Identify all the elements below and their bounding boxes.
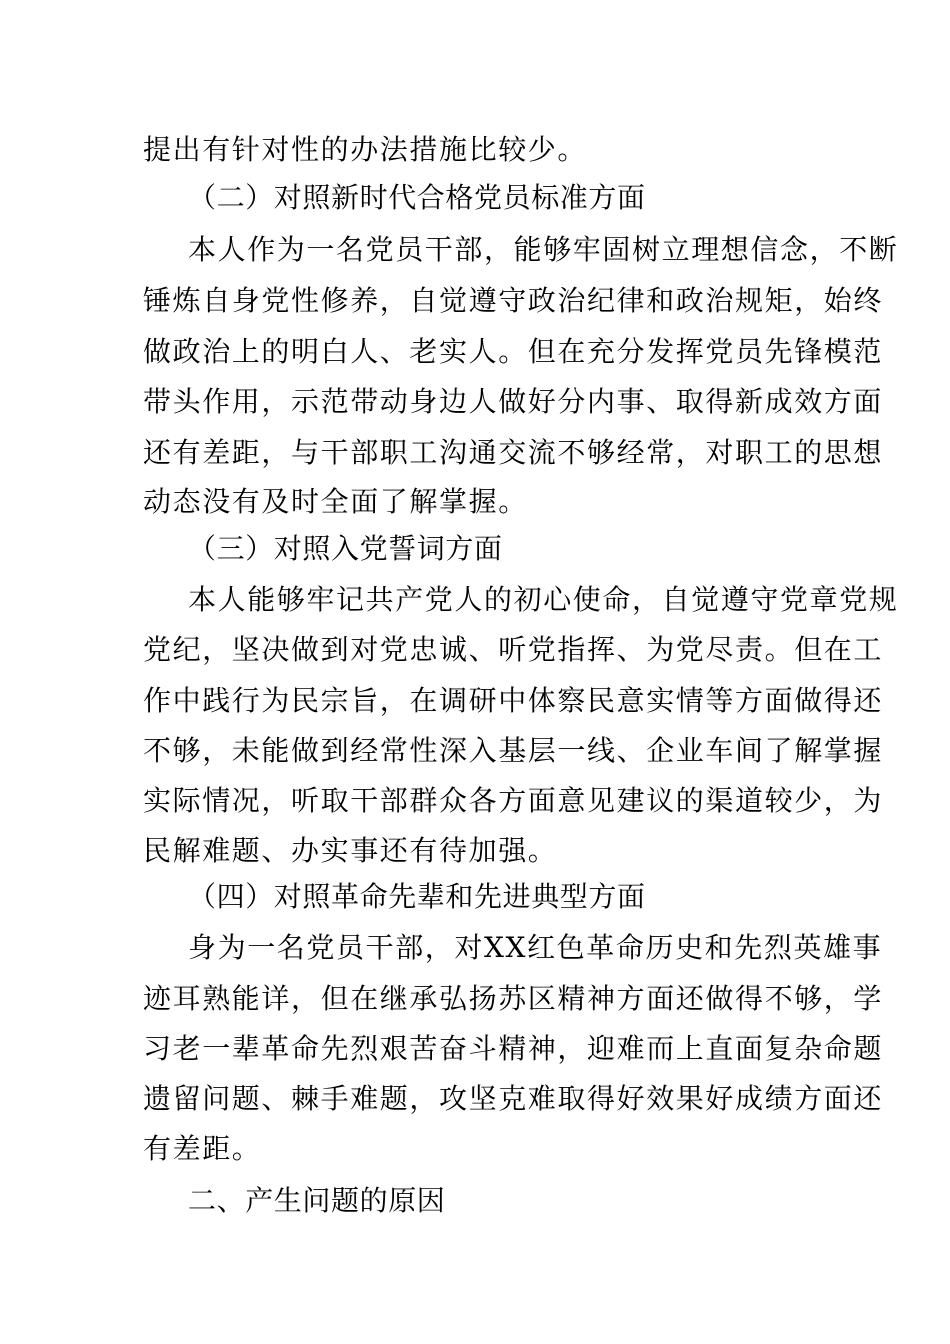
paragraph-line: 提出有针对性的办法措施比较少。 [143, 133, 588, 166]
section-heading: 二、产生问题的原因 [188, 1184, 446, 1217]
paragraph-line: 还有差距，与干部职工沟通交流不够经常，对职工的思想 [143, 436, 884, 469]
paragraph-line: 党纪，坚决做到对党忠诚、听党指挥、为党尽责。但在工 [143, 633, 884, 666]
paragraph-line: 实际情况，听取干部群众各方面意见建议的渠道较少，为 [143, 784, 884, 817]
paragraph-line: 有差距。 [143, 1132, 262, 1165]
paragraph-line: 民解难题、办实事还有待加强。 [143, 834, 558, 867]
paragraph-line: 做政治上的明白人、老实人。但在充分发挥党员先锋模范 [143, 335, 884, 368]
subsection-heading: （四）对照革命先辈和先进典型方面 [188, 880, 646, 913]
paragraph-line: 身为一名党员干部，对XX红色革命历史和先烈英雄事 [188, 931, 883, 964]
paragraph-line: 习老一辈革命先烈艰苦奋斗精神，迎难而上直面复杂命题 [143, 1032, 884, 1065]
paragraph-line: 迹耳熟能详，但在继承弘扬苏区精神方面还做得不够，学 [143, 982, 884, 1015]
subsection-heading: （三）对照入党誓词方面 [188, 532, 503, 565]
paragraph-line: 锤炼自身党性修养，自觉遵守政治纪律和政治规矩，始终 [143, 284, 884, 317]
paragraph-line: 遗留问题、棘手难题，攻坚克难取得好效果好成绩方面还 [143, 1082, 884, 1115]
paragraph-line: 本人作为一名党员干部，能够牢固树立理想信念，不断 [188, 233, 899, 266]
paragraph-line: 不够，未能做到经常性深入基层一线、企业车间了解掌握 [143, 734, 884, 767]
paragraph-line: 作中践行为民宗旨，在调研中体察民意实情等方面做得还 [143, 684, 884, 717]
paragraph-line: 本人能够牢记共产党人的初心使命，自觉遵守党章党规 [188, 583, 899, 616]
paragraph-line: 动态没有及时全面了解掌握。 [143, 485, 528, 518]
subsection-heading: （二）对照新时代合格党员标准方面 [188, 181, 646, 214]
paragraph-line: 带头作用，示范带动身边人做好分内事、取得新成效方面 [143, 385, 884, 418]
